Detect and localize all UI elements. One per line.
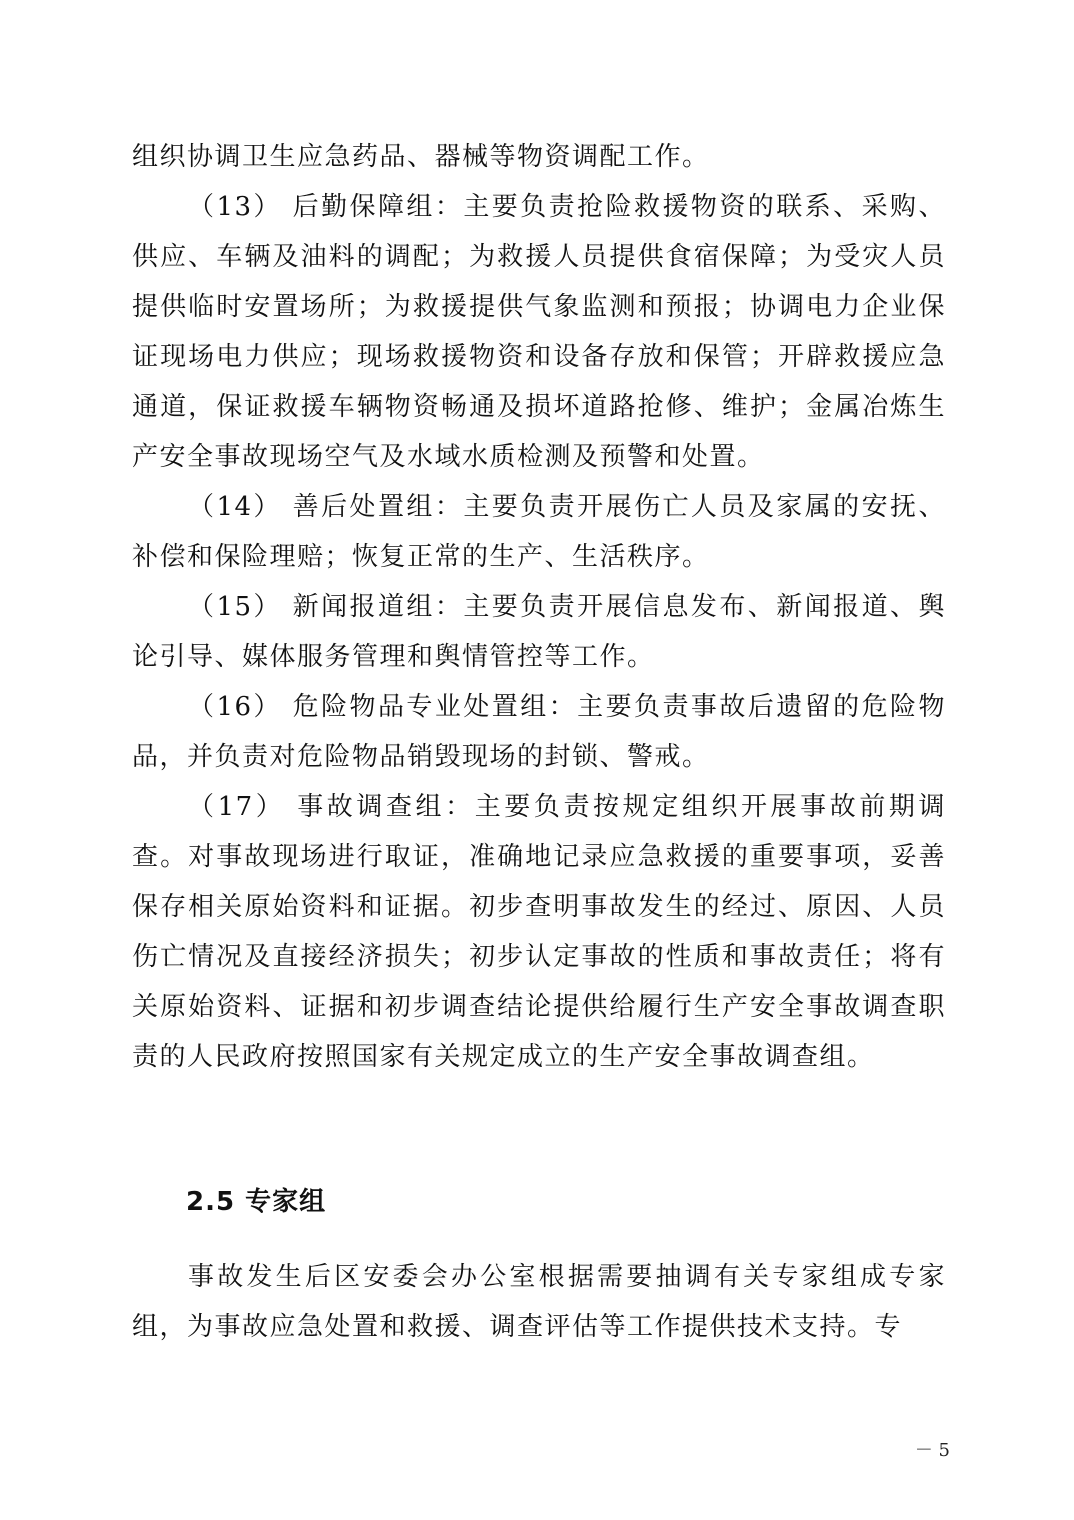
paragraph-item-13: （13） 后勤保障组：主要负责抢险救援物资的联系、采购、供应、车辆及油料的调配；为救援人员提供食宿保障；为受灾人员提供临时安置场所；为救援提供气象监测和预报；协调电力企业保证现场电力供应；现场救援物资和设备存放和保管；开辟救援应急通道，保证救援车辆物资畅通及损坏道路抢修、维护；金属冶炼生产安全事故现场空气及水域水质检测及预警和处置。 [132,192,946,472]
page-number: － 5 [914,1440,950,1461]
top-text-block [132,132,946,1082]
paragraph-item-15: （15） 新闻报道组：主要负责开展信息发布、新闻报道、舆论引导、媒体服务管理和舆情管控等工作。 [132,592,946,672]
paragraph-item-16: （16） 危险物品专业处置组：主要负责事故后遗留的危险物品，并负责对危险物品销毁现场的封锁、警戒。 [132,692,946,772]
paragraph-item-14: （14） 善后处置组：主要负责开展伤亡人员及家属的安抚、补偿和保险理赔；恢复正常的生产、生活秩序。 [132,492,946,572]
section-heading: 2.5 专家组 [186,1187,327,1217]
paragraph-item-17: （17） 事故调查组：主要负责按规定组织开展事故前期调查。对事故现场进行取证，准确地记录应急救援的重要事项，妥善保存相关原始资料和证据。初步查明事故发生的经过、原因、人员伤亡情况及直接经济损失；初步认定事故的性质和事故责任；将有关原始资料、证据和初步调查结论提供给履行生产安全事故调查职责的人民政府按照国家有关规定成立的生产安全事故调查组。 [132,792,946,1072]
paragraph-continuation: 组织协调卫生应急药品、器械等物资调配工作。 [132,142,710,172]
bottom-text-block [132,1252,946,1352]
paragraph-expert-group: 事故发生后区安委会办公室根据需要抽调有关专家组成专家组，为事故应急处置和救援、调查评估等工作提供技术支持。专 [132,1262,946,1342]
